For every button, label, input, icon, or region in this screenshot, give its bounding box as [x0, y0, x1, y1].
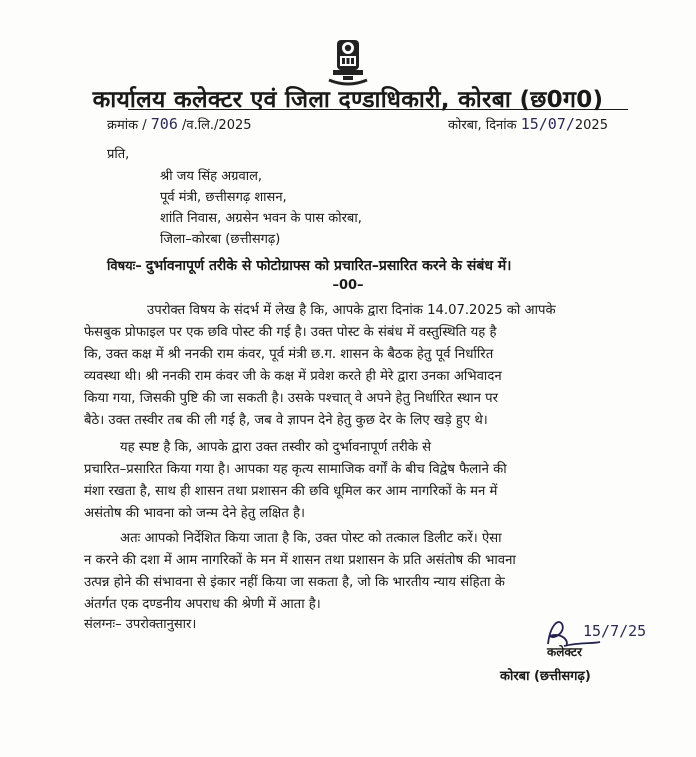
office-title: कार्यालय कलेक्टर एवं जिला दण्डाधिकारी, कोरबा (छ0ग0)	[92, 87, 604, 113]
para3-line: न करने की दशा में आम नागरिकों के मन में शासन तथा प्रशासन के प्रति असंतोष की भावना	[84, 553, 516, 568]
designation: कलेक्टर	[547, 645, 582, 659]
para3-line: अंतर्गत एक दण्डनीय अपराध की श्रेणी में आता है।	[84, 597, 321, 612]
subject-row	[107, 256, 512, 275]
date-year: 2025	[574, 118, 608, 133]
ref-number: 706	[150, 115, 178, 133]
ref-prefix: क्रमांक	[107, 118, 139, 133]
para2-line: मंशा रखता है, साथ ही शासन तथा प्रशासन की छवि धूमिल कर आम नागरिकों के मन में	[84, 484, 498, 499]
separator: –00–	[332, 278, 364, 293]
addressee-line: जिला–कोरबा (छत्तीसगढ़)	[160, 232, 281, 247]
enclosure-note: संलग्नः– उपरोक्तानुसार।	[84, 617, 197, 632]
para2-line: यह स्पष्ट है कि, आपके द्वारा उक्त तस्वीर को दुर्भावनापूर्ण तरीके से	[120, 440, 432, 455]
para1-line: किया गया, जिसकी पुष्टि की जा सकती है। उसके पश्चात् वे अपने हेतु निर्धारित स्थान पर	[84, 391, 499, 406]
para1-line: फेसबुक प्रोफाइल पर एक छवि पोस्ट की गई है। उक्त पोस्ट के संबंध में वस्तुस्थिति यह है	[84, 325, 497, 340]
para1-line: व्यवस्था थी। श्री ननकी राम कंवर जी के कक्ष में प्रवेश करते ही मेरे द्वारा उनका अभिवादन	[84, 369, 502, 384]
ref-suffix: /व.लि./2025	[182, 118, 252, 133]
prati-label: प्रति,	[107, 147, 130, 162]
para1-line: बैठे। उक्त तस्वीर तब की ली गई है, जब वे ज्ञापन देने हेतु कुछ देर के लिए खड़े हुए थे।	[84, 413, 488, 428]
date-value: 15/07/	[520, 115, 575, 133]
para3-line: उत्पन्न होने की संभावना से इंकार नहीं किया जा सकता है, जो कि भारतीय न्याय संहिता के	[84, 575, 505, 590]
para1-line: कि, उक्त कक्ष में श्री ननकी राम कंवर, पूर्व मंत्री छ.ग. शासन के बैठक हेतु पूर्व निर्धारित	[84, 347, 494, 362]
subject-text: दुर्भावनापूर्ण तरीके से फोटोग्राफ्स को प्रचारित–प्रसारित करने के संबंध में।	[145, 258, 512, 274]
state-emblem-icon	[323, 36, 373, 88]
subject-label: विषयः–	[107, 259, 142, 274]
para2-line: प्रचारित–प्रसारित किया गया है। आपका यह कृत्य सामाजिक वर्गों के बीच विद्वेष फैलाने की	[84, 462, 507, 477]
para2-line: असंतोष की भावना को जन्म देने हेतु लक्षित है।	[84, 506, 305, 521]
addressee-line: शांति निवास, अग्रसेन भवन के पास कोरबा,	[160, 211, 362, 226]
office-place: कोरबा (छत्तीसगढ़)	[500, 669, 591, 684]
title-underline	[128, 109, 628, 110]
reference-number: क्रमांक / 706 /व.लि./2025	[107, 115, 252, 133]
para1-line: उपरोक्त विषय के संदर्भ में लेख है कि, आपके द्वारा दिनांक 14.07.2025 को आपके	[147, 303, 556, 318]
para3-line: अतः आपको निर्देशित किया जाता है कि, उक्त पोस्ट को तत्काल डिलीट करें। ऐसा	[120, 531, 502, 546]
place-date	[448, 115, 608, 133]
handwritten-date: 15/7/25	[583, 622, 647, 640]
addressee-line: पूर्व मंत्री, छत्तीसगढ़ शासन,	[160, 190, 287, 205]
addressee-line: श्री जय सिंह अग्रवाल,	[160, 169, 263, 184]
place-date-label: कोरबा, दिनांक	[448, 118, 517, 133]
